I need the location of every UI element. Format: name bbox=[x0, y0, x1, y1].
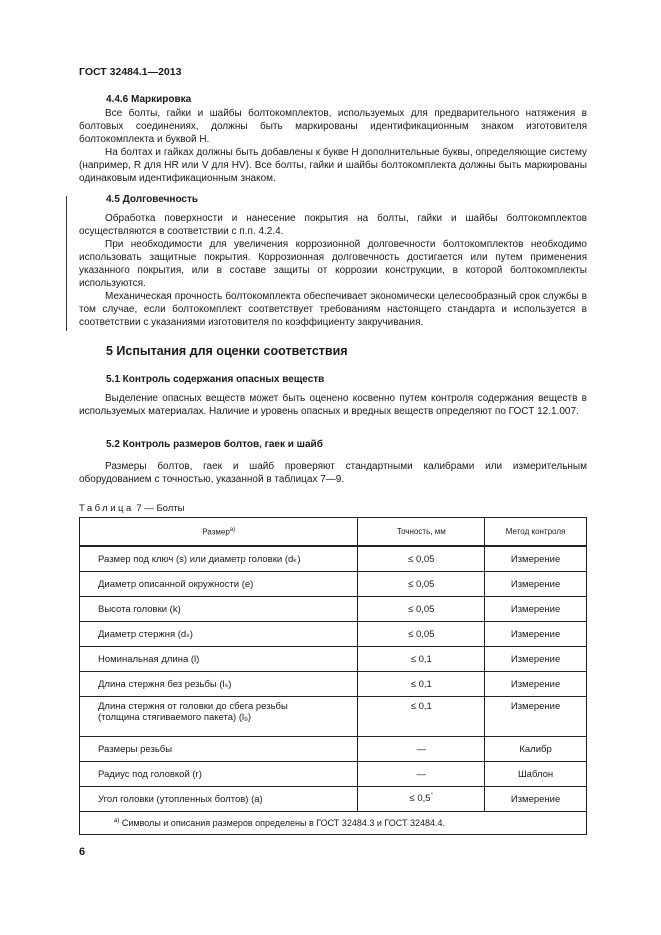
cell-method: Калибр bbox=[485, 737, 587, 762]
table-row bbox=[80, 597, 587, 622]
paragraph: Размеры болтов, гаек и шайб проверяют стандартными калибрами или измерительным оборудованием с точностью, указанной в таблицах 7—9. bbox=[79, 461, 587, 485]
cell-accuracy: ≤ 0,1 bbox=[358, 697, 485, 737]
cell-accuracy: — bbox=[358, 737, 485, 762]
table-row bbox=[80, 546, 587, 572]
cell-method: Измерение bbox=[485, 647, 587, 672]
cell-method: Измерение bbox=[485, 546, 587, 572]
header-size: Размер$^{а)}$ bbox=[80, 518, 358, 547]
cell-accuracy: ≤ 0,05 bbox=[358, 622, 485, 647]
cell-size-line: (толщина стягиваемого пакета) (l₉) bbox=[98, 712, 252, 723]
header-accuracy: Точность, мм bbox=[358, 518, 485, 547]
cell-method: Шаблон bbox=[485, 762, 587, 787]
cell-size: Диаметр описанной окружности (e) bbox=[80, 572, 358, 597]
table-caption bbox=[79, 503, 184, 514]
cell-size: Размеры резьбы bbox=[80, 737, 358, 762]
section-title-5-1: 5.1 Контроль содержания опасных веществ bbox=[106, 374, 325, 385]
section-title-5: 5 Испытания для оценки соответствия bbox=[106, 344, 348, 358]
cell-accuracy: ≤ 0,05 bbox=[358, 572, 485, 597]
table-caption-word: Таблица bbox=[79, 503, 134, 514]
section-body-5-1 bbox=[79, 392, 587, 418]
cell-method: Измерение bbox=[485, 672, 587, 697]
header-method: Метод контроля bbox=[485, 518, 587, 547]
table-row bbox=[80, 737, 587, 762]
cell-size: Высота головки (k) bbox=[80, 597, 358, 622]
cell-method: Измерение bbox=[485, 622, 587, 647]
cell-accuracy: ≤ 0,5° bbox=[358, 787, 485, 812]
paragraph: Все болты, гайки и шайбы болтокомплектов, используемых для предварительного натяжения в болтовых соединениях, должны быть маркированы идентификационным знаком изготовителя болтокомплекта и буквой H. bbox=[79, 108, 587, 145]
paragraph: Механическая прочность болтокомплекта обеспечивает экономически целесообразный срок службы в том случае, если болтокомплект соответствует требованиям настоящего стандарта и используется в соответствии с указаниями изготовителя по коэффициенту закручивания. bbox=[79, 291, 587, 328]
table-row bbox=[80, 572, 587, 597]
paragraph: Обработка поверхности и нанесение покрытия на болты, гайки и шайбы болтокомплектов осуществляются в соответствии с п.п. 4.2.4. bbox=[79, 213, 587, 237]
cell-accuracy: ≤ 0,05 bbox=[358, 597, 485, 622]
paragraph: При необходимости для увеличения коррозионной долговечности болтокомплектов необходимо использовать защитные покрытия. Коррозионная долговечность достигается или путем применения указанного покрытия, или в составе защиты от коррозии конструкции, в которой болтокомплекты используются. bbox=[79, 239, 587, 289]
table-row bbox=[80, 672, 587, 697]
cell-method: Измерение bbox=[485, 597, 587, 622]
table-row bbox=[80, 762, 587, 787]
table-row bbox=[80, 787, 587, 812]
table-row bbox=[80, 622, 587, 647]
page-number: 6 bbox=[79, 846, 86, 858]
cell-accuracy: — bbox=[358, 762, 485, 787]
paragraph: Выделение опасных веществ может быть оценено косвенно путем контроля содержания веществ в используемых материалах. Наличие и уровень опасных и вредных веществ определяют по ГОСТ 12.1.007. bbox=[79, 393, 587, 417]
cell-size: Радиус под головкой (r) bbox=[80, 762, 358, 787]
table-header-row bbox=[80, 518, 587, 547]
cell-method: Измерение bbox=[485, 572, 587, 597]
section-title-5-2: 5.2 Контроль размеров болтов, гаек и шайб bbox=[106, 439, 323, 450]
cell-size bbox=[80, 697, 358, 737]
cell-size: Размер под ключ (s) или диаметр головки (dₖ) bbox=[80, 546, 358, 572]
table-bolts bbox=[79, 517, 587, 835]
cell-size: Угол головки (утопленных болтов) (a) bbox=[80, 787, 358, 812]
cell-accuracy: ≤ 0,1 bbox=[358, 672, 485, 697]
cell-size-line: Длина стержня от головки до сбега резьбы bbox=[98, 701, 288, 712]
section-title-4-4-6: 4.4.6 Маркировка bbox=[106, 94, 192, 105]
cell-accuracy: ≤ 0,1 bbox=[358, 647, 485, 672]
document-header: ГОСТ 32484.1—2013 bbox=[79, 66, 182, 78]
cell-size: Длина стержня без резьбы (lₛ) bbox=[80, 672, 358, 697]
cell-accuracy: ≤ 0,05 bbox=[358, 546, 485, 572]
cell-size: Номинальная длина (l) bbox=[80, 647, 358, 672]
cell-method: Измерение bbox=[485, 787, 587, 812]
table-footnote: $^{а)}$ Символы и описания размеров определены в ГОСТ 32484.3 и ГОСТ 32484.4. bbox=[80, 812, 587, 835]
table-row bbox=[80, 697, 587, 737]
cell-method: Измерение bbox=[485, 697, 587, 737]
section-body-4-4-6 bbox=[79, 107, 587, 185]
cell-size: Диаметр стержня (dₛ) bbox=[80, 622, 358, 647]
section-body-4-5 bbox=[79, 212, 587, 329]
change-bar bbox=[66, 196, 67, 331]
section-body-5-2 bbox=[79, 460, 587, 486]
table-caption-title: 7 — Болты bbox=[136, 503, 185, 514]
section-title-4-5: 4.5 Долговечность bbox=[106, 194, 199, 205]
table-footnote-row bbox=[80, 812, 587, 835]
paragraph: На болтах и гайках должны быть добавлены к букве H дополнительные буквы, определяющие систему (например, R для HR или V для HV). Все болты, гайки и шайбы болтокомплекта должны быть маркированы одинаковым идентификационным знаком. bbox=[79, 147, 587, 184]
table-row bbox=[80, 647, 587, 672]
